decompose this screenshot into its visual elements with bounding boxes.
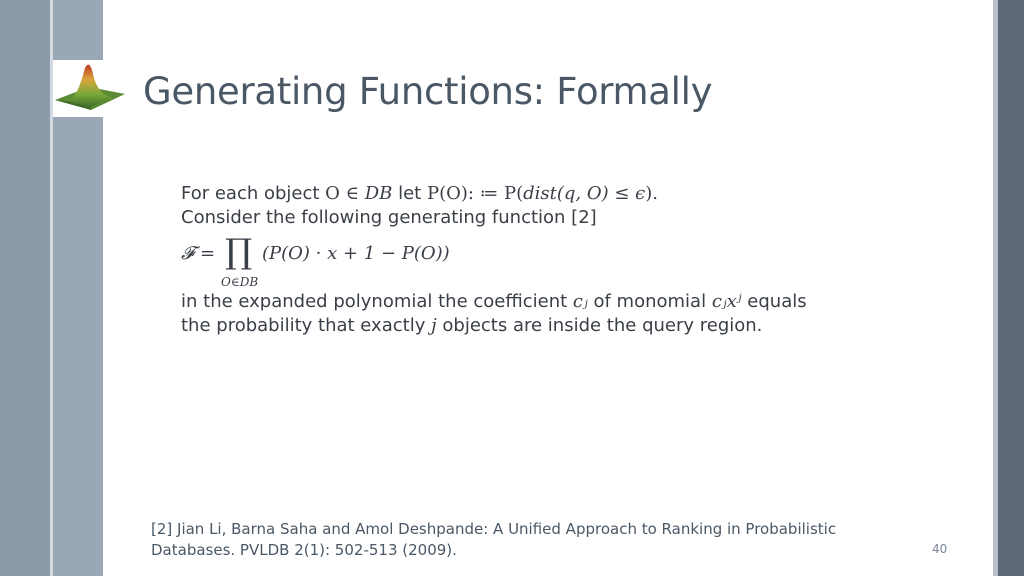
body-line-1	[181, 182, 807, 206]
text: the probability that exactly	[181, 315, 432, 336]
math-italic: cⱼxʲ	[711, 291, 742, 312]
math-italic: ϵ	[635, 183, 646, 204]
math-text: ≤	[608, 183, 636, 204]
product-subscript: O∈DB	[221, 275, 259, 289]
left-border-stripe	[0, 0, 50, 576]
math-text: ).	[645, 183, 659, 204]
reference-footnote	[151, 519, 836, 561]
body-line-2: Consider the following generating function [2]	[181, 207, 597, 228]
formula-lhs: 𝓕 =	[181, 243, 216, 264]
math-text: O ∈	[325, 183, 365, 204]
text: of monomial	[587, 291, 712, 312]
footnote-line-2: Databases. PVLDB 2(1): 502-513 (2009).	[151, 541, 457, 559]
text: objects are inside the query region.	[436, 315, 763, 336]
math-italic: DB	[364, 183, 393, 204]
math-italic: cⱼ	[572, 291, 588, 312]
formula-rhs: (P(O) · x + 1 − P(O))	[262, 243, 450, 264]
footnote-line-1: [2] Jian Li, Barna Saha and Amol Deshpande: A Unified Approach to Ranking in Probabilistic	[151, 520, 837, 538]
body-line-4	[181, 290, 807, 314]
right-border-stripe	[998, 0, 1024, 576]
slide-body	[181, 182, 807, 338]
text: For each object	[181, 183, 326, 204]
slide-title: Generating Functions: Formally	[143, 70, 713, 113]
text: in the expanded polynomial the coefficient	[181, 291, 573, 312]
text: let	[392, 183, 427, 204]
product-symbol: ∏	[225, 232, 253, 272]
math-text: P(O): ≔ P(	[426, 183, 524, 204]
gaussian-surface-logo-icon	[53, 60, 127, 117]
page-number: 40	[932, 542, 948, 556]
text: equals	[741, 291, 807, 312]
math-italic: dist(q, O)	[523, 183, 609, 204]
body-line-5	[181, 314, 807, 338]
generating-function-formula	[181, 234, 807, 290]
math-italic: j	[431, 315, 437, 336]
